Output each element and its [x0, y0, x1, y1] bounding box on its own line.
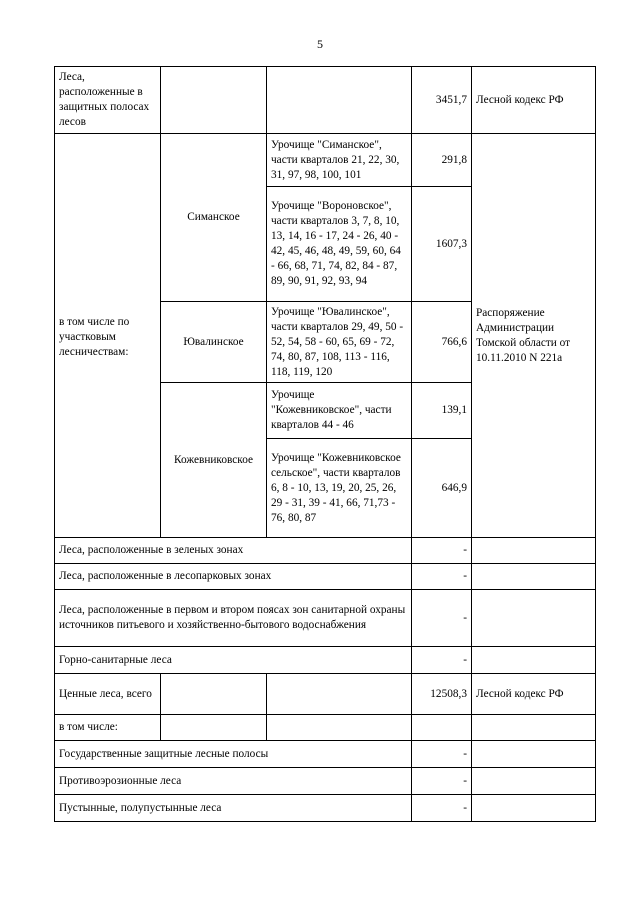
area-cell — [412, 715, 472, 741]
basis-cell — [472, 768, 596, 795]
basis-cell: Распоряжение Администрации Томской области от 10.11.2010 N 221а — [472, 134, 596, 538]
category-cell: Горно-санитарные леса — [55, 647, 412, 674]
area-cell: - — [412, 741, 472, 768]
category-cell: Государственные защитные лесные полосы — [55, 741, 412, 768]
category-cell: Пустынные, полупустынные леса — [55, 795, 412, 822]
parcel-cell: Урочище "Вороновское", части кварталов 3, 7, 8, 10, 13, 14, 16 - 17, 24 - 26, 40 - 42, 45, 46, 48, 49, 59, 60, 64 - 66, 68, 71, 74, 82, 84 - 87, 89, 90, 91, 92, 93, 94 — [267, 187, 412, 302]
table-row — [55, 590, 596, 647]
table-row — [55, 538, 596, 564]
area-cell: - — [412, 647, 472, 674]
table-row — [55, 134, 596, 187]
table-row — [55, 564, 596, 590]
table-row — [55, 715, 596, 741]
forestry-name-cell: Ювалинское — [161, 302, 267, 383]
basis-cell: Лесной кодекс РФ — [472, 67, 596, 134]
category-cell: в том числе: — [55, 715, 161, 741]
page-number: 5 — [317, 37, 323, 51]
parcel-cell: Урочище "Кожевниковское", части кварталов 44 - 46 — [267, 383, 412, 439]
table-row — [55, 795, 596, 822]
area-cell: 646,9 — [412, 439, 472, 538]
category-cell: Леса, расположенные в зеленых зонах — [55, 538, 412, 564]
basis-cell — [472, 590, 596, 647]
basis-cell — [472, 795, 596, 822]
category-cell: Леса, расположенные в первом и втором поясах зон санитарной охраны источников питьевого и хозяйственно-бытового водоснабжения — [55, 590, 412, 647]
area-cell: - — [412, 590, 472, 647]
basis-cell: Лесной кодекс РФ — [472, 674, 596, 715]
category-cell: Противоэрозионные леса — [55, 768, 412, 795]
area-cell: 1607,3 — [412, 187, 472, 302]
area-cell: - — [412, 564, 472, 590]
area-cell: 12508,3 — [412, 674, 472, 715]
category-cell: Ценные леса, всего — [55, 674, 161, 715]
area-cell: 766,6 — [412, 302, 472, 383]
area-cell: 3451,7 — [412, 67, 472, 134]
parcel-cell — [267, 67, 412, 134]
category-cell: Леса, расположенные в лесопарковых зонах — [55, 564, 412, 590]
including-forestries-cell: в том числе по участковым лесничествам: — [55, 134, 161, 538]
table-row — [55, 741, 596, 768]
table-row — [55, 67, 596, 134]
forestry-name-cell: Симанское — [161, 134, 267, 302]
area-cell: - — [412, 795, 472, 822]
forestry-cell — [161, 715, 267, 741]
area-cell: 139,1 — [412, 383, 472, 439]
parcel-cell: Урочище "Ювалинское", части кварталов 29, 49, 50 - 52, 54, 58 - 60, 65, 69 - 72, 74, 80, 87, 108, 113 - 116, 118, 119, 120 — [267, 302, 412, 383]
table-row — [55, 768, 596, 795]
forestry-name-cell: Кожевниковское — [161, 383, 267, 538]
parcel-cell — [267, 674, 412, 715]
basis-cell — [472, 564, 596, 590]
category-cell: Леса, расположенные в защитных полосах лесов — [55, 67, 161, 134]
forestry-cell — [161, 67, 267, 134]
basis-cell — [472, 647, 596, 674]
basis-cell — [472, 538, 596, 564]
forestry-cell — [161, 674, 267, 715]
forest-categories-table — [54, 66, 596, 822]
basis-cell — [472, 741, 596, 768]
table-row — [55, 674, 596, 715]
basis-cell — [472, 715, 596, 741]
area-cell: - — [412, 768, 472, 795]
area-cell: - — [412, 538, 472, 564]
table-row — [55, 647, 596, 674]
parcel-cell — [267, 715, 412, 741]
parcel-cell: Урочище "Симанское", части кварталов 21, 22, 30, 31, 97, 98, 100, 101 — [267, 134, 412, 187]
area-cell: 291,8 — [412, 134, 472, 187]
parcel-cell: Урочище "Кожевниковское сельское", части кварталов 6, 8 - 10, 13, 19, 20, 25, 26, 29 - 31, 39 - 41, 66, 71,73 - 76, 80, 87 — [267, 439, 412, 538]
